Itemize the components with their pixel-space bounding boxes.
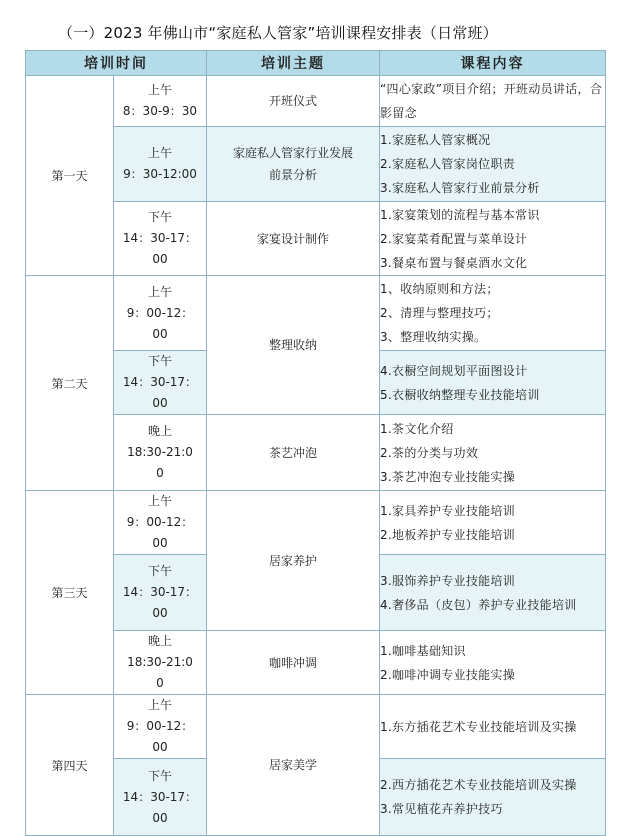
time-period: 上午 [147,698,172,712]
content-line: 3.服饰养护专业技能培训 [380,573,516,588]
time-period: 下午 [147,768,172,783]
day-label: 第四天 [26,695,114,836]
content-line: 2、清理与整理技巧； [380,306,499,320]
content-line: 3.常见植花卉养护技巧 [380,802,503,816]
content-cell [380,202,606,276]
topic-text: 家庭私人管家行业发展 [232,146,353,160]
time-cell [114,127,207,202]
time-range-end: 00 [152,252,168,266]
content-cell [380,76,606,127]
content-line: 2.地板养护专业技能培训 [380,527,516,542]
topic-cell [207,695,380,836]
time-range-end: 0 [156,466,164,480]
time-cell [114,76,207,127]
content-line: 3.家庭私人管家行业前景分析 [380,181,540,195]
table-row [26,491,606,555]
time-period: 晚上 [147,634,172,648]
time-range: 14：30-17： [122,585,198,599]
schedule-table [25,50,606,836]
content-line: 1.茶文化介绍 [380,421,454,436]
table-row [26,276,606,351]
day-label: 第一天 [26,76,114,276]
content-line: 2.茶的分类与功效 [380,445,479,460]
time-period: 上午 [147,83,172,97]
topic-cell [207,491,380,631]
time-range: 14：30-17： [122,375,198,389]
content-cell [380,276,606,351]
topic-cell [207,202,380,276]
topic-text: 整理收纳 [268,338,317,352]
time-period: 上午 [147,494,172,508]
header-content: 课程内容 [380,51,606,76]
time-period: 上午 [147,146,172,160]
topic-text: 开班仪式 [268,94,317,108]
table-row [26,695,606,759]
topic-cell [207,276,380,415]
content-cell [380,555,606,631]
time-range: 8：30-9：30 [122,104,198,118]
time-range: 14：30-17： [122,789,198,804]
time-cell [114,695,207,759]
content-cell [380,491,606,555]
time-cell [114,491,207,555]
time-cell [114,555,207,631]
content-cell [380,631,606,695]
content-cell [380,695,606,759]
time-period: 上午 [147,284,172,299]
time-cell [114,276,207,351]
topic-text: 家宴设计制作 [256,231,329,246]
time-period: 下午 [147,210,172,224]
content-line: 2.家庭私人管家岗位职责 [380,157,516,171]
topic-cell [207,127,380,202]
time-range-end: 00 [152,606,168,620]
header-topic: 培训主题 [207,51,380,76]
time-range: 14：30-17： [122,231,198,245]
topic-cell [207,415,380,491]
content-line: “四心家政”项目介绍；开班动员讲话，合影留念 [380,82,603,120]
table-row [26,76,606,127]
time-period: 下午 [147,354,172,368]
time-range: 18:30-21:0 [127,655,193,669]
time-cell [114,202,207,276]
time-range: 9：00-12： [126,515,194,529]
time-cell [114,759,207,836]
time-range: 9：30-12:00 [123,167,197,181]
content-cell [380,415,606,491]
content-cell [380,351,606,415]
content-line: 3.茶艺冲泡专业技能实操 [380,469,516,484]
content-line: 1、收纳原则和方法； [380,282,499,296]
time-period: 下午 [147,564,172,578]
content-line: 1.家庭私人管家概况 [380,133,491,147]
time-range-end: 00 [152,810,168,825]
time-range-end: 00 [152,326,168,341]
content-line: 4.衣橱空间规划平面图设计 [380,363,528,378]
time-range-end: 00 [152,396,168,410]
content-line: 2.咖啡冲调专业技能实操 [380,667,516,682]
time-cell [114,631,207,695]
content-cell [380,759,606,836]
time-range: 9：00-12： [126,305,194,320]
page-title: （一）2023 年佛山市“家庭私人管家”培训课程安排表（日常班） [58,24,498,42]
topic-text: 居家美学 [268,758,317,772]
day-label: 第二天 [26,276,114,491]
topic-cell [207,631,380,695]
topic-text: 居家养护 [268,553,317,568]
time-range: 18:30-21:0 [127,445,193,459]
content-line: 1.咖啡基础知识 [380,643,466,658]
time-period: 晚上 [147,424,172,438]
content-line: 2.家宴菜肴配置与菜单设计 [380,231,528,246]
time-range: 9：00-12： [126,719,194,733]
header-time: 培训时间 [26,51,207,76]
content-line: 4.奢侈品（皮包）养护专业技能培训 [380,597,577,612]
topic-text: 前景分析 [268,168,317,182]
time-cell [114,351,207,415]
topic-cell [207,76,380,127]
content-line: 1.家具养护专业技能培训 [380,503,516,518]
content-line: 1.东方插花艺术专业技能培训及实操 [380,719,577,734]
content-line: 5.衣橱收纳整理专业技能培训 [380,387,540,402]
table-header-row [26,51,606,76]
content-line: 2.西方插花艺术专业技能培训及实操 [380,778,577,792]
day-label: 第三天 [26,491,114,695]
content-cell [380,127,606,202]
content-line: 3、整理收纳实操。 [380,330,487,344]
time-range-end: 00 [152,536,168,550]
time-range-end: 0 [156,676,164,690]
content-line: 1.家宴策划的流程与基本常识 [380,207,540,222]
time-range-end: 00 [152,740,168,754]
topic-text: 茶艺冲泡 [268,445,317,460]
time-cell [114,415,207,491]
topic-text: 咖啡冲调 [268,655,317,670]
content-line: 3.餐桌布置与餐桌酒水文化 [380,255,528,270]
